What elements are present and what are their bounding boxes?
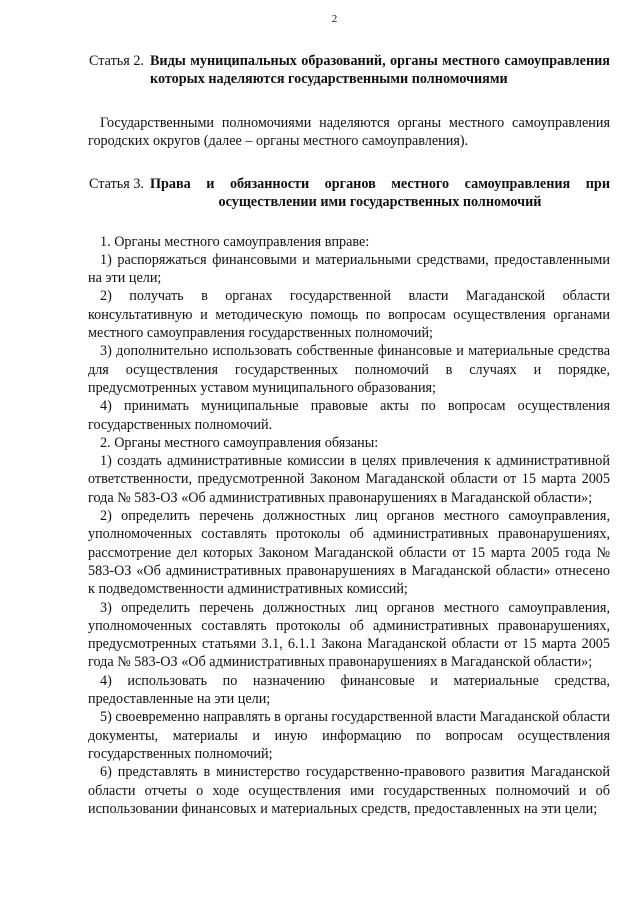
article-2-text: Государственными полномочиями наделяются органы местного самоуправления городских округов (далее – органы местного самоуправления). bbox=[88, 115, 610, 150]
paragraph: 6) представлять в министерство государственно-правового развития Магаданской области отчеты о ходе осуществления ими государственных полномочий и об использовании финансовых и материальных средств, предоставленных на эти цели; bbox=[88, 764, 610, 817]
article-3-label: Статья 3. bbox=[89, 175, 144, 192]
paragraph: 3) дополнительно использовать собственные финансовые и материальные средства для осуществления государственных полномочий в случаях и порядке, предусмотренных уставом муниципального образования; bbox=[88, 343, 610, 396]
paragraph: 1) распоряжаться финансовыми и материальными средствами, предоставленными на эти цели; bbox=[88, 251, 610, 287]
article-2-title: Виды муниципальных образований, органы местного самоуправления которых наделяются государственными полномочиями bbox=[149, 53, 610, 87]
paragraph: 2) получать в органах государственной власти Магаданской области консультативную и методическую помощь по вопросам осуществления органами местного самоуправления государственных полномочий; bbox=[88, 288, 610, 342]
paragraph: 4) принимать муниципальные правовые акты по вопросам осуществления государственных полномочий. bbox=[88, 398, 610, 433]
article-3-body bbox=[88, 233, 610, 819]
article-3-title: Права и обязанности органов местного самоуправления при осуществлении ими государственных полномочий bbox=[149, 175, 610, 210]
paragraph: 3) определить перечень должностных лиц органов местного самоуправления, уполномоченных составлять протоколы об административных правонарушениях, предусмотренных статьями 3.1, 6.1.1 Закона Магаданской области от 15 марта 2005 года № 583-ОЗ «Об административных правонарушениях в Магаданской области»; bbox=[88, 599, 610, 671]
paragraph: 1. Органы местного самоуправления вправе: bbox=[100, 233, 370, 250]
paragraph: 2. Органы местного самоуправления обязаны: bbox=[100, 434, 379, 451]
article-2-heading bbox=[89, 52, 610, 88]
article-3-heading bbox=[89, 175, 610, 211]
article-2-label: Статья 2. bbox=[89, 53, 144, 69]
paragraph: 1) создать административные комиссии в целях привлечения к административной ответственности, предусмотренной Законом Магаданской области от 15 марта 2005 года № 583-ОЗ «Об административных правонарушениях в Магаданской области»; bbox=[88, 453, 610, 506]
page-number: 2 bbox=[331, 13, 338, 25]
article-2-body bbox=[88, 114, 610, 151]
paragraph: 2) определить перечень должностных лиц органов местного самоуправления, уполномоченных составлять протоколы об административных правонарушениях, рассмотрение дел которых Законом Магаданской области от 15 марта 2005 года № 583-ОЗ «Об административных правонарушениях в Магаданской области» отнесено к подведомственности административных комиссий; bbox=[88, 508, 610, 598]
paragraph: 5) своевременно направлять в органы государственной власти Магаданской области документы, материалы и иную информацию по вопросам осуществления государственных полномочий; bbox=[88, 709, 610, 762]
paragraph: 4) использовать по назначению финансовые и материальные средства, предоставленные на эти цели; bbox=[88, 672, 610, 708]
